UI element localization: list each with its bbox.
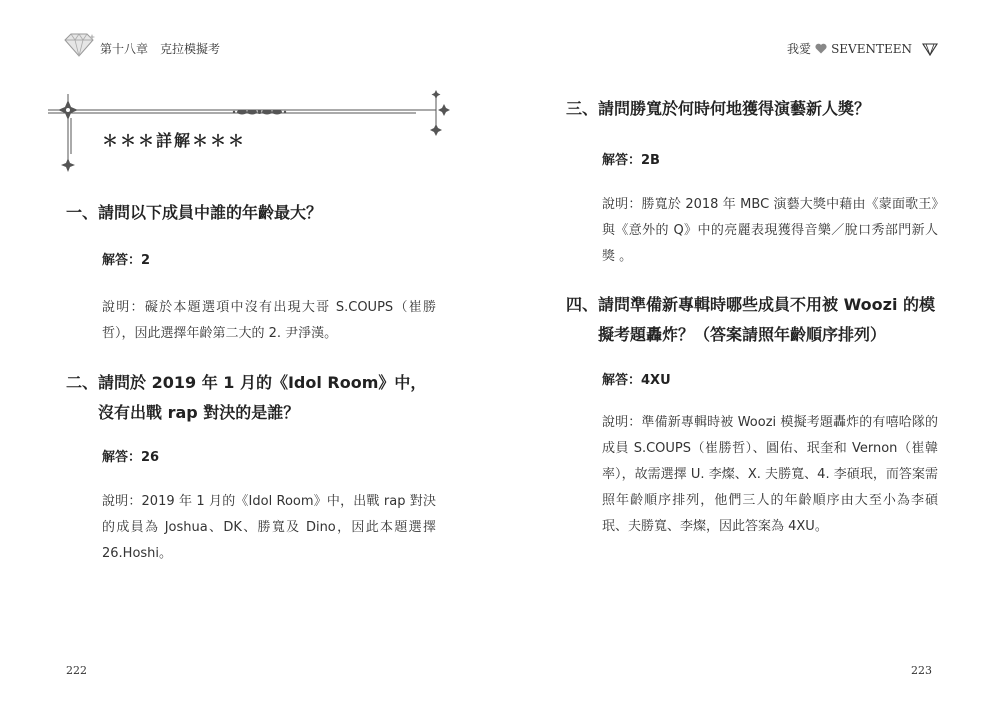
question-number: 二、 <box>66 373 99 392</box>
section-title: ＊＊＊詳解＊＊＊ <box>102 131 247 150</box>
answer-3: 解答：2B <box>602 153 660 168</box>
question-4 <box>566 290 938 350</box>
explanation-2: 說明：2019 年 1 月的《Idol Room》中，出戰 rap 對決的成員為 Joshua、DK、勝寬及 Dino，因此本題選擇 26.Hoshi。 <box>102 494 436 561</box>
running-head-left: 第十八章 克拉模擬考 <box>100 42 221 56</box>
question-1 <box>66 198 436 228</box>
question-text: 請問準備新專輯時哪些成員不用被 Woozi 的模擬考題轟炸？（答案請照年齡順序排列） <box>598 295 936 344</box>
diamond-outline-icon <box>922 42 938 56</box>
question-number: 三、 <box>566 99 599 118</box>
question-block-3 <box>566 94 938 124</box>
question-text: 請問於 2019 年 1 月的《Idol Room》中，沒有出戰 rap 對決的是誰？ <box>98 373 427 422</box>
question-block-4 <box>566 290 938 350</box>
answer-4: 解答：4XU <box>602 373 671 388</box>
question-2 <box>66 368 436 428</box>
heart-icon <box>815 43 827 54</box>
page-number-left: 222 <box>66 664 87 677</box>
explanation-1: 說明：礙於本題選項中沒有出現大哥 S.COUPS（崔勝哲），因此選擇年齡第二大的 2. 尹淨漢。 <box>102 300 436 341</box>
question-text: 請問勝寬於何時何地獲得演藝新人獎？ <box>598 99 871 118</box>
explanation-3: 說明：勝寬於 2018 年 MBC 演藝大獎中藉由《蒙面歌王》與《意外的 Q》中的亮麗表現獲得音樂／脫口秀部門新人獎 。 <box>602 197 938 264</box>
right-page <box>500 0 1000 709</box>
question-block-1 <box>66 198 436 228</box>
question-3 <box>566 94 938 124</box>
running-head-text: 我愛 <box>787 42 812 56</box>
diamond-icon <box>62 32 96 58</box>
question-text: 請問以下成員中誰的年齡最大？ <box>98 203 323 222</box>
answer-1: 解答：2 <box>102 253 151 268</box>
running-head-brand: SEVENTEEN <box>831 41 912 56</box>
question-block-2 <box>66 368 436 428</box>
running-head-right <box>787 40 938 57</box>
question-number: 四、 <box>566 295 599 314</box>
explanation-4: 說明：準備新專輯時被 Woozi 模擬考題轟炸的有嘻哈隊的成員 S.COUPS（崔勝哲）、圓佑、珉奎和 Vernon（崔韓率），故需選擇 U. 李燦、X. 夫勝寬、4. 李碩珉，而答案需照年齡順序排列，他們三人的年齡順序由大至小為李碩珉、夫勝寬、李燦，因此答案為 4XU。 <box>602 415 938 534</box>
question-number: 一、 <box>66 203 99 222</box>
answer-2: 解答：26 <box>102 450 160 465</box>
page-number-right: 223 <box>911 664 932 677</box>
